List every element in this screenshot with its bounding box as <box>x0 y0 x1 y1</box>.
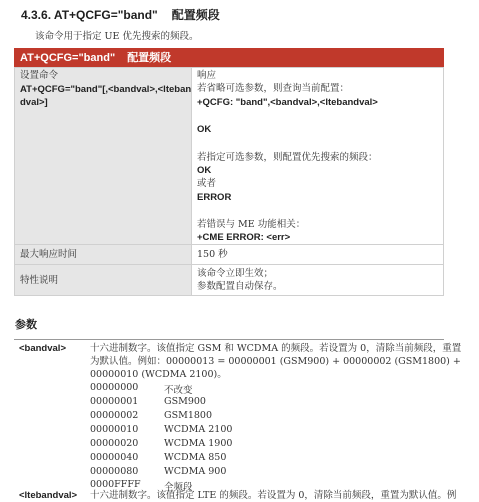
bandval-desc-line1: 十六进制数字。该值指定 GSM 和 WCDMA 的频段。若设置为 0，清除当前频段，重置 <box>90 343 462 354</box>
bandval-meaning: WCDMA 1900 <box>164 438 233 449</box>
response-query-result: +QCFG: "band",<bandval>,<ltebandval> <box>197 97 378 108</box>
bandval-code: 00000020 <box>90 438 139 449</box>
max-response-time-value-cell <box>191 244 444 265</box>
bandval-meaning: WCDMA 2100 <box>164 424 233 435</box>
feature-value-cell <box>191 264 444 296</box>
response-specify-text: 若指定可选参数，则配置优先搜索的频段： <box>197 152 378 163</box>
bandval-meaning: GSM1800 <box>164 410 213 421</box>
params-divider <box>14 339 444 340</box>
set-command-label: 设置命令 <box>20 70 59 81</box>
command-table-header <box>14 48 444 67</box>
param-name-bandval: <bandval> <box>19 343 66 354</box>
set-command-syntax-line1: AT+QCFG="band"[,<bandval>,<lteban <box>20 84 192 95</box>
section-title: 配置频段 <box>171 8 220 22</box>
intro-text: 该命令用于指定 UE 优先搜索的频段。 <box>35 31 199 42</box>
table-header-command: AT+QCFG="band" <box>20 52 116 64</box>
max-response-time-label: 最大响应时间 <box>20 249 78 260</box>
bandval-meaning: 全频段 <box>164 482 193 493</box>
bandval-meaning: WCDMA 850 <box>164 452 227 463</box>
bandval-meaning: GSM900 <box>164 396 206 407</box>
feature-label: 特性说明 <box>20 275 59 286</box>
bandval-code: 0000FFFF <box>90 479 141 490</box>
bandval-meaning: 不改变 <box>164 385 193 396</box>
feature-line-2: 参数配置自动保存。 <box>197 281 283 292</box>
response-ok-1: OK <box>197 124 212 135</box>
response-cell <box>191 67 444 245</box>
response-or: 或者 <box>197 178 217 189</box>
section-number: 4.3.6. <box>21 8 52 22</box>
section-heading <box>21 6 220 23</box>
bandval-code: 00000000 <box>90 382 139 393</box>
bandval-code: 00000040 <box>90 452 139 463</box>
section-command: AT+QCFG="band" <box>53 8 158 22</box>
response-ok-2: OK <box>197 165 212 176</box>
bandval-desc-line3: 00000010 (WCDMA 2100)。 <box>90 369 227 380</box>
response-cme-error: +CME ERROR: <err> <box>197 232 291 243</box>
param-name-ltebandval: <ltebandval> <box>19 490 78 501</box>
params-title: 参数 <box>15 319 37 331</box>
bandval-code: 00000080 <box>90 466 139 477</box>
bandval-code: 00000010 <box>90 424 139 435</box>
table-header-title: 配置频段 <box>127 51 172 64</box>
set-command-syntax-line2: dval>] <box>20 97 48 108</box>
max-response-time-value: 150 秒 <box>197 249 228 260</box>
max-response-time-label-cell <box>14 244 192 265</box>
bandval-code: 00000002 <box>90 410 139 421</box>
feature-line-1: 该命令立即生效； <box>197 268 274 279</box>
bandval-meaning: WCDMA 900 <box>164 466 227 477</box>
response-omit-text: 若省略可选参数，则查询当前配置： <box>197 83 350 94</box>
bandval-code: 00000001 <box>90 396 139 407</box>
response-error: ERROR <box>197 192 232 203</box>
set-command-cell <box>14 67 192 245</box>
response-label: 响应 <box>197 70 217 81</box>
response-me-text: 若错误与 ME 功能相关： <box>197 219 306 230</box>
feature-label-cell <box>14 264 192 296</box>
bandval-desc-line2: 为默认值。例如：00000013 = 00000001 (GSM900) + 00000002 (GSM1800) + <box>90 356 461 367</box>
ltebandval-desc-line1: 十六进制数字。该值指定 LTE 的频段。若设置为 0，清除当前频段，重置为默认值。例 <box>90 490 457 501</box>
